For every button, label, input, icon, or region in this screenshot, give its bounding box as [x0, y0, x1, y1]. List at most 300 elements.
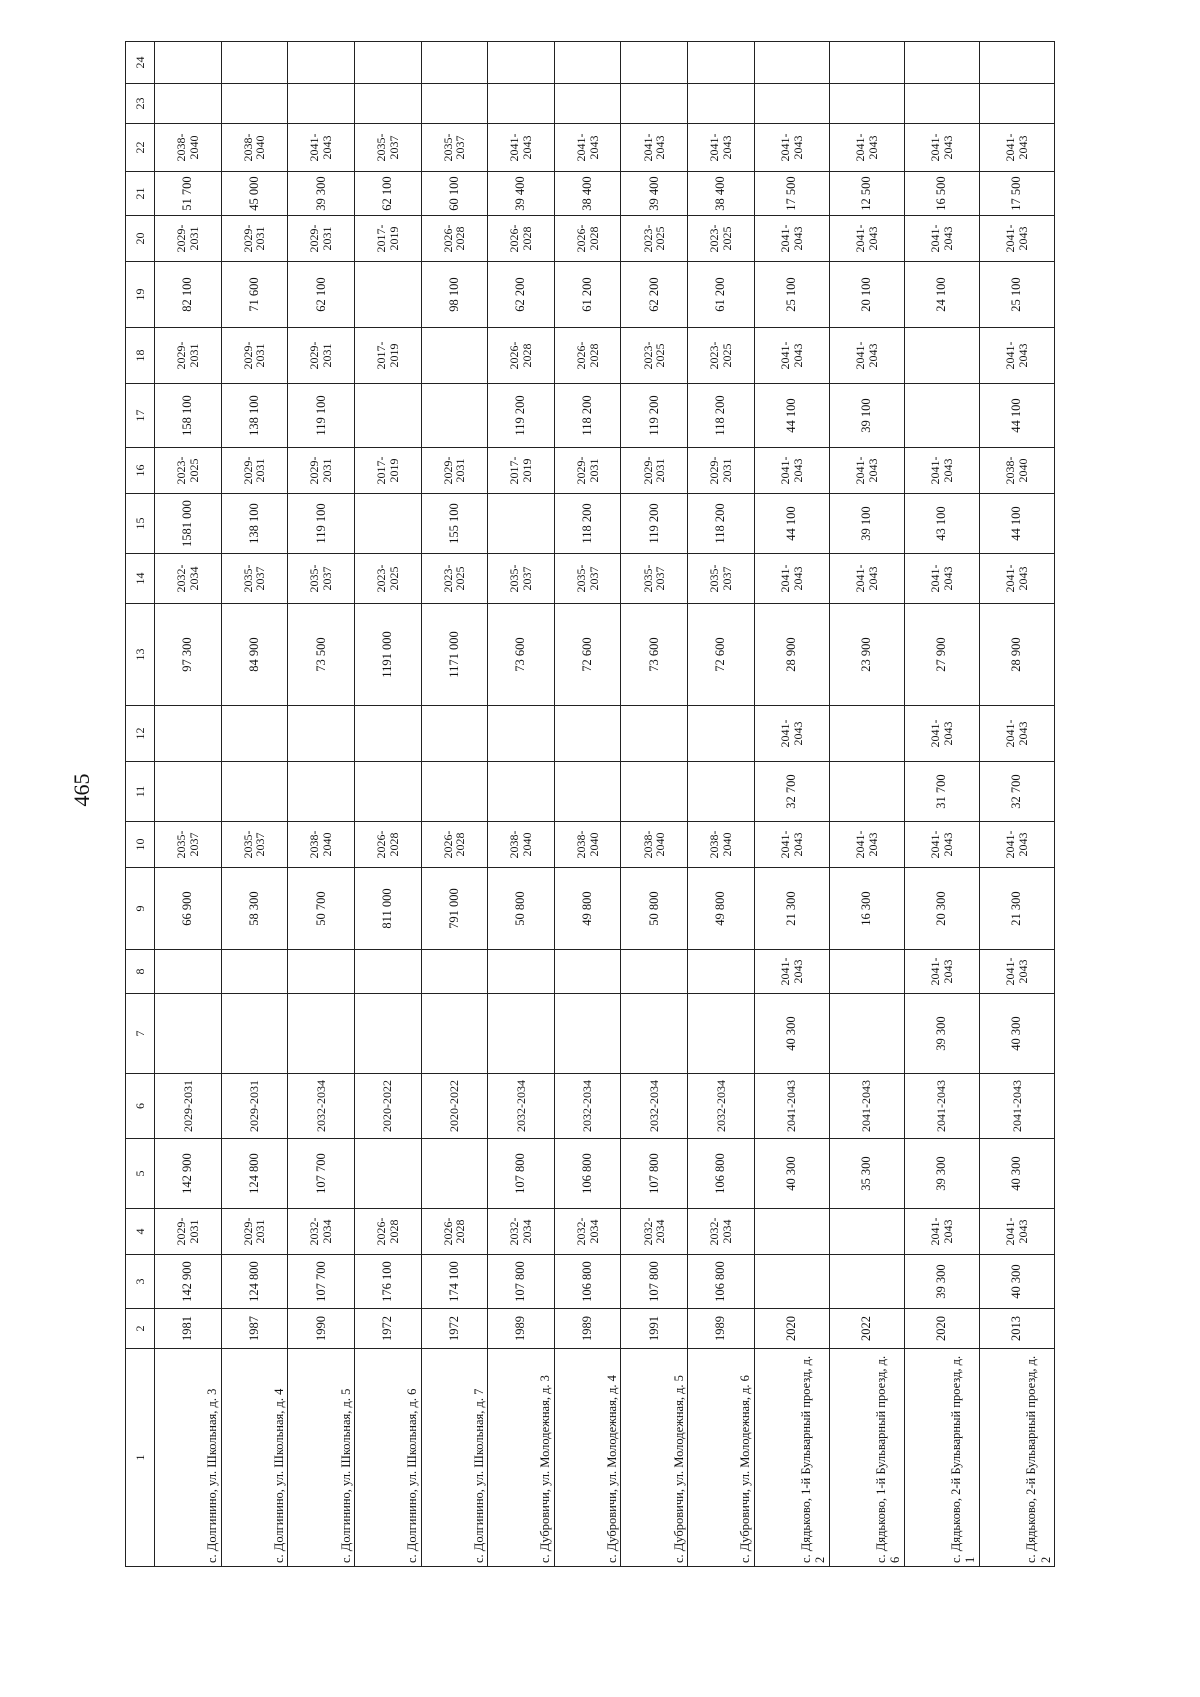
table-cell: 142 900	[155, 1139, 222, 1209]
table-cell: 158 100	[155, 384, 222, 448]
column-header: 23	[126, 84, 155, 124]
table-cell: 40 300	[979, 1139, 1054, 1209]
table-cell: 2041-2043	[688, 124, 755, 172]
table-cell: 2038-2040	[155, 124, 222, 172]
table-cell	[221, 994, 288, 1074]
column-header: 10	[126, 822, 155, 868]
address-cell: с. Дядьково, 1-й Бульварный проезд, д. 2	[754, 1349, 829, 1567]
table-cell: 2041-2043	[979, 554, 1054, 604]
table-cell: 39 300	[288, 172, 355, 216]
table-cell	[155, 42, 222, 84]
table-cell: 2041-2043	[904, 1209, 979, 1255]
table-cell: 2023-2025	[621, 328, 688, 384]
table-cell: 2020	[904, 1309, 979, 1349]
table-cell: 2035-2037	[421, 124, 488, 172]
table-cell: 20 300	[904, 868, 979, 950]
column-header: 2	[126, 1309, 155, 1349]
column-header: 15	[126, 494, 155, 554]
table-cell: 2013	[979, 1309, 1054, 1349]
table-cell	[621, 994, 688, 1074]
table-cell: 2041-2043	[979, 216, 1054, 262]
address-cell: с. Долгинино, ул. Школьная, д. 3	[155, 1349, 222, 1567]
column-header: 12	[126, 706, 155, 762]
table-cell: 32 700	[754, 762, 829, 822]
table-cell: 2035-2037	[488, 554, 555, 604]
page-number: 465	[69, 773, 94, 807]
table-cell: 2029-2031	[155, 1209, 222, 1255]
table-cell	[354, 1139, 421, 1209]
table-cell	[829, 1255, 904, 1309]
table-cell	[904, 84, 979, 124]
column-header: 19	[126, 262, 155, 328]
table-cell: 1171 000	[421, 604, 488, 706]
table-cell	[155, 84, 222, 124]
table-cell: 2029-2031	[288, 328, 355, 384]
table-cell: 1581 000	[155, 494, 222, 554]
table-cell: 138 100	[221, 384, 288, 448]
table-cell: 1972	[421, 1309, 488, 1349]
table-cell	[354, 994, 421, 1074]
table-cell: 60 100	[421, 172, 488, 216]
table-cell	[621, 762, 688, 822]
table-cell: 2029-2031	[221, 448, 288, 494]
table-cell: 17 500	[754, 172, 829, 216]
table-cell: 2038-2040	[221, 124, 288, 172]
table-cell: 2041-2043	[979, 706, 1054, 762]
table-cell: 2022	[829, 1309, 904, 1349]
table-cell: 2032-2034	[488, 1209, 555, 1255]
table-cell: 2032-2034	[488, 1074, 555, 1139]
table-cell	[221, 84, 288, 124]
column-number-row	[126, 42, 155, 1567]
table-cell: 2041-2043	[288, 124, 355, 172]
table-cell	[354, 384, 421, 448]
table-cell: 1191 000	[354, 604, 421, 706]
table-cell: 61 200	[554, 262, 621, 328]
table-cell	[488, 762, 555, 822]
table-cell	[488, 42, 555, 84]
table-cell	[354, 262, 421, 328]
table-cell: 44 100	[754, 494, 829, 554]
table-row	[554, 42, 621, 1567]
table-cell: 2020	[754, 1309, 829, 1349]
table-cell	[488, 950, 555, 994]
table-cell	[688, 762, 755, 822]
table-cell: 2026-2028	[421, 822, 488, 868]
table-cell: 2032-2034	[621, 1209, 688, 1255]
table-cell: 2029-2031	[155, 216, 222, 262]
table-cell: 1972	[354, 1309, 421, 1349]
table-cell: 40 300	[754, 994, 829, 1074]
column-header: 9	[126, 868, 155, 950]
table-cell: 2032-2034	[621, 1074, 688, 1139]
table-cell: 21 300	[979, 868, 1054, 950]
table-cell: 25 100	[754, 262, 829, 328]
table-cell: 2041-2043	[979, 822, 1054, 868]
table-cell: 20 100	[829, 262, 904, 328]
table-cell: 176 100	[354, 1255, 421, 1309]
table-cell: 73 600	[621, 604, 688, 706]
table-cell: 2029-2031	[688, 448, 755, 494]
address-cell: с. Долгинино, ул. Школьная, д. 4	[221, 1349, 288, 1567]
table-cell: 107 800	[488, 1139, 555, 1209]
table-cell	[688, 950, 755, 994]
address-cell: с. Долгинино, ул. Школьная, д. 5	[288, 1349, 355, 1567]
table-cell: 119 100	[288, 494, 355, 554]
table-cell: 2032-2034	[288, 1209, 355, 1255]
table-cell	[354, 84, 421, 124]
address-cell: с. Дядьково, 1-й Бульварный проезд, д. 6	[829, 1349, 904, 1567]
table-row	[754, 42, 829, 1567]
table-row	[221, 42, 288, 1567]
table-cell	[221, 950, 288, 994]
table-cell	[421, 950, 488, 994]
column-header: 5	[126, 1139, 155, 1209]
table-cell: 39 300	[904, 994, 979, 1074]
table-cell	[829, 706, 904, 762]
table-cell: 2041-2043	[904, 216, 979, 262]
table-cell	[688, 706, 755, 762]
table-cell: 58 300	[221, 868, 288, 950]
table-row	[979, 42, 1054, 1567]
table-cell: 43 100	[904, 494, 979, 554]
table-cell: 2035-2037	[354, 124, 421, 172]
table-cell	[421, 1139, 488, 1209]
table-cell: 2029-2031	[421, 448, 488, 494]
table-cell: 142 900	[155, 1255, 222, 1309]
table-cell: 62 200	[488, 262, 555, 328]
address-cell: с. Дубровичи, ул. Молодежная, д. 5	[621, 1349, 688, 1567]
table-cell: 17 500	[979, 172, 1054, 216]
column-header: 1	[126, 1349, 155, 1567]
table-cell: 2023-2025	[621, 216, 688, 262]
address-cell: с. Дядьково, 2-й Бульварный проезд, д. 2	[979, 1349, 1054, 1567]
table-cell: 49 800	[688, 868, 755, 950]
table-cell: 27 900	[904, 604, 979, 706]
table-cell: 39 300	[904, 1255, 979, 1309]
table-cell	[829, 42, 904, 84]
table-cell: 2041-2043	[904, 1074, 979, 1139]
table-cell: 72 600	[554, 604, 621, 706]
table-row	[829, 42, 904, 1567]
table-cell	[688, 994, 755, 1074]
table-cell: 2029-2031	[221, 1209, 288, 1255]
table-cell: 40 300	[979, 1255, 1054, 1309]
table-cell: 2026-2028	[554, 328, 621, 384]
table-cell: 107 800	[621, 1255, 688, 1309]
table-cell: 2023-2025	[155, 448, 222, 494]
table-cell: 2029-2031	[288, 448, 355, 494]
table-cell: 119 100	[288, 384, 355, 448]
table-cell	[554, 950, 621, 994]
table-cell	[421, 328, 488, 384]
table-cell	[221, 42, 288, 84]
table-cell: 2029-2031	[221, 328, 288, 384]
column-header: 22	[126, 124, 155, 172]
table-cell: 2041-2043	[829, 448, 904, 494]
table-cell: 2041-2043	[904, 822, 979, 868]
table-cell	[829, 950, 904, 994]
table-cell	[979, 84, 1054, 124]
table-cell: 32 700	[979, 762, 1054, 822]
table-cell: 2041-2043	[979, 1209, 1054, 1255]
column-header: 11	[126, 762, 155, 822]
table-cell: 39 100	[829, 494, 904, 554]
table-cell	[688, 84, 755, 124]
table-cell	[829, 84, 904, 124]
column-header: 18	[126, 328, 155, 384]
table-cell: 84 900	[221, 604, 288, 706]
rotated-table-container	[125, 56, 1055, 1567]
column-header: 7	[126, 994, 155, 1074]
table-cell: 2032-2034	[288, 1074, 355, 1139]
table-cell	[621, 706, 688, 762]
table-cell: 40 300	[979, 994, 1054, 1074]
table-cell	[754, 42, 829, 84]
table-cell: 2041-2043	[754, 554, 829, 604]
table-cell: 2041-2043	[754, 124, 829, 172]
column-header: 16	[126, 448, 155, 494]
table-cell: 71 600	[221, 262, 288, 328]
table-cell: 50 800	[621, 868, 688, 950]
table-cell: 2041-2043	[904, 554, 979, 604]
table-cell	[904, 328, 979, 384]
table-cell	[288, 994, 355, 1074]
table-cell	[421, 706, 488, 762]
table-cell: 72 600	[688, 604, 755, 706]
table-cell: 811 000	[354, 868, 421, 950]
table-cell: 2041-2043	[904, 124, 979, 172]
table-cell: 2038-2040	[554, 822, 621, 868]
table-cell: 2017-2019	[354, 448, 421, 494]
table-row	[488, 42, 555, 1567]
table-cell: 2026-2028	[421, 1209, 488, 1255]
table-cell	[488, 706, 555, 762]
table-row	[288, 42, 355, 1567]
table-cell: 2020-2022	[421, 1074, 488, 1139]
table-cell: 124 800	[221, 1139, 288, 1209]
table-cell: 2020-2022	[354, 1074, 421, 1139]
table-cell: 2041-2043	[488, 124, 555, 172]
table-cell	[754, 1209, 829, 1255]
table-cell	[688, 42, 755, 84]
table-cell: 2032-2034	[554, 1074, 621, 1139]
table-cell	[554, 762, 621, 822]
table-cell: 2029-2031	[155, 328, 222, 384]
table-cell	[488, 994, 555, 1074]
table-cell: 2041-2043	[904, 706, 979, 762]
table-cell	[288, 950, 355, 994]
table-cell	[354, 42, 421, 84]
table-cell	[354, 950, 421, 994]
table-cell	[288, 42, 355, 84]
table-cell: 35 300	[829, 1139, 904, 1209]
table-cell: 2041-2043	[754, 950, 829, 994]
column-header: 14	[126, 554, 155, 604]
table-cell: 28 900	[979, 604, 1054, 706]
table-cell: 2041-2043	[554, 124, 621, 172]
table-cell: 1989	[488, 1309, 555, 1349]
table-cell: 2026-2028	[354, 822, 421, 868]
table-cell	[354, 494, 421, 554]
table-cell	[754, 84, 829, 124]
table-cell: 155 100	[421, 494, 488, 554]
table-cell: 2023-2025	[354, 554, 421, 604]
table-cell	[554, 706, 621, 762]
table-cell: 119 200	[488, 384, 555, 448]
table-cell: 106 800	[554, 1255, 621, 1309]
table-cell: 2023-2025	[688, 216, 755, 262]
table-cell	[554, 42, 621, 84]
table-cell: 2032-2034	[554, 1209, 621, 1255]
table-cell: 2026-2028	[488, 328, 555, 384]
column-header: 21	[126, 172, 155, 216]
table-cell: 23 900	[829, 604, 904, 706]
table-cell: 39 100	[829, 384, 904, 448]
table-cell: 2038-2040	[621, 822, 688, 868]
table-row	[904, 42, 979, 1567]
table-body	[155, 42, 1055, 1567]
table-cell	[288, 762, 355, 822]
column-header: 3	[126, 1255, 155, 1309]
table-cell: 2023-2025	[688, 328, 755, 384]
table-cell: 62 100	[354, 172, 421, 216]
table-cell: 119 200	[621, 494, 688, 554]
table-cell	[421, 762, 488, 822]
table-cell: 2035-2037	[155, 822, 222, 868]
table-cell: 1989	[554, 1309, 621, 1349]
table-cell: 2041-2043	[754, 448, 829, 494]
table-cell: 2035-2037	[554, 554, 621, 604]
table-cell	[904, 42, 979, 84]
table-cell: 2017-2019	[354, 216, 421, 262]
table-cell: 38 400	[688, 172, 755, 216]
table-cell: 45 000	[221, 172, 288, 216]
table-cell: 2041-2043	[904, 448, 979, 494]
table-cell	[979, 42, 1054, 84]
table-cell: 2041-2043	[754, 328, 829, 384]
table-cell	[488, 84, 555, 124]
table-cell: 106 800	[688, 1255, 755, 1309]
table-cell	[155, 950, 222, 994]
table-cell: 2038-2040	[488, 822, 555, 868]
table-cell	[621, 950, 688, 994]
table-cell: 2041-2043	[754, 216, 829, 262]
table-cell: 791 000	[421, 868, 488, 950]
table-cell: 61 200	[688, 262, 755, 328]
table-cell: 106 800	[688, 1139, 755, 1209]
table-cell: 28 900	[754, 604, 829, 706]
table-cell	[488, 494, 555, 554]
table-cell: 2017-2019	[354, 328, 421, 384]
table-cell: 16 500	[904, 172, 979, 216]
table-cell: 124 800	[221, 1255, 288, 1309]
table-cell: 2035-2037	[221, 554, 288, 604]
address-cell: с. Долгинино, ул. Школьная, д. 6	[354, 1349, 421, 1567]
table-cell: 2041-2043	[979, 950, 1054, 994]
table-cell: 66 900	[155, 868, 222, 950]
column-header: 6	[126, 1074, 155, 1139]
table-cell: 2032-2034	[688, 1074, 755, 1139]
table-cell	[155, 706, 222, 762]
table-cell: 25 100	[979, 262, 1054, 328]
table-cell: 118 200	[688, 494, 755, 554]
table-cell: 73 600	[488, 604, 555, 706]
table-cell: 31 700	[904, 762, 979, 822]
table-cell	[754, 1255, 829, 1309]
table-cell: 21 300	[754, 868, 829, 950]
table-cell: 62 100	[288, 262, 355, 328]
table-cell	[288, 706, 355, 762]
table-cell: 2041-2043	[979, 124, 1054, 172]
table-cell	[221, 762, 288, 822]
table-cell: 38 400	[554, 172, 621, 216]
column-header: 8	[126, 950, 155, 994]
table-cell: 2026-2028	[421, 216, 488, 262]
table-cell	[554, 994, 621, 1074]
table-cell: 119 200	[621, 384, 688, 448]
table-cell: 1989	[688, 1309, 755, 1349]
table-cell: 106 800	[554, 1139, 621, 1209]
table-row	[354, 42, 421, 1567]
table-cell: 16 300	[829, 868, 904, 950]
table-cell: 2035-2037	[621, 554, 688, 604]
table-cell: 40 300	[754, 1139, 829, 1209]
table-row	[688, 42, 755, 1567]
table-cell: 118 200	[688, 384, 755, 448]
table-cell: 62 200	[621, 262, 688, 328]
table-cell: 2041-2043	[829, 554, 904, 604]
capital-repair-table	[125, 41, 1055, 1567]
table-cell: 2041-2043	[754, 822, 829, 868]
table-cell: 2038-2040	[288, 822, 355, 868]
table-cell: 2026-2028	[354, 1209, 421, 1255]
column-header: 13	[126, 604, 155, 706]
table-cell: 39 300	[904, 1139, 979, 1209]
table-cell	[421, 384, 488, 448]
table-cell	[421, 84, 488, 124]
address-cell: с. Дубровичи, ул. Молодежная, д. 4	[554, 1349, 621, 1567]
table-cell: 2032-2034	[155, 554, 222, 604]
table-cell: 12 500	[829, 172, 904, 216]
table-cell: 2035-2037	[288, 554, 355, 604]
table-cell: 118 200	[554, 494, 621, 554]
column-header: 4	[126, 1209, 155, 1255]
table-cell	[829, 762, 904, 822]
table-cell: 2041-2043	[621, 124, 688, 172]
table-cell: 51 700	[155, 172, 222, 216]
table-cell: 2032-2034	[688, 1209, 755, 1255]
table-cell	[621, 42, 688, 84]
table-cell: 138 100	[221, 494, 288, 554]
table-cell: 2029-2031	[221, 216, 288, 262]
table-cell: 107 800	[488, 1255, 555, 1309]
table-cell: 2029-2031	[155, 1074, 222, 1139]
table-cell: 2041-2043	[754, 1074, 829, 1139]
table-cell: 2038-2040	[688, 822, 755, 868]
table-cell: 1990	[288, 1309, 355, 1349]
table-cell	[829, 994, 904, 1074]
table-cell: 2041-2043	[979, 328, 1054, 384]
table-row	[621, 42, 688, 1567]
table-cell: 2029-2031	[621, 448, 688, 494]
table-cell: 118 200	[554, 384, 621, 448]
table-cell: 2029-2031	[221, 1074, 288, 1139]
table-cell	[421, 994, 488, 1074]
table-cell: 39 400	[488, 172, 555, 216]
column-header: 17	[126, 384, 155, 448]
table-cell: 98 100	[421, 262, 488, 328]
